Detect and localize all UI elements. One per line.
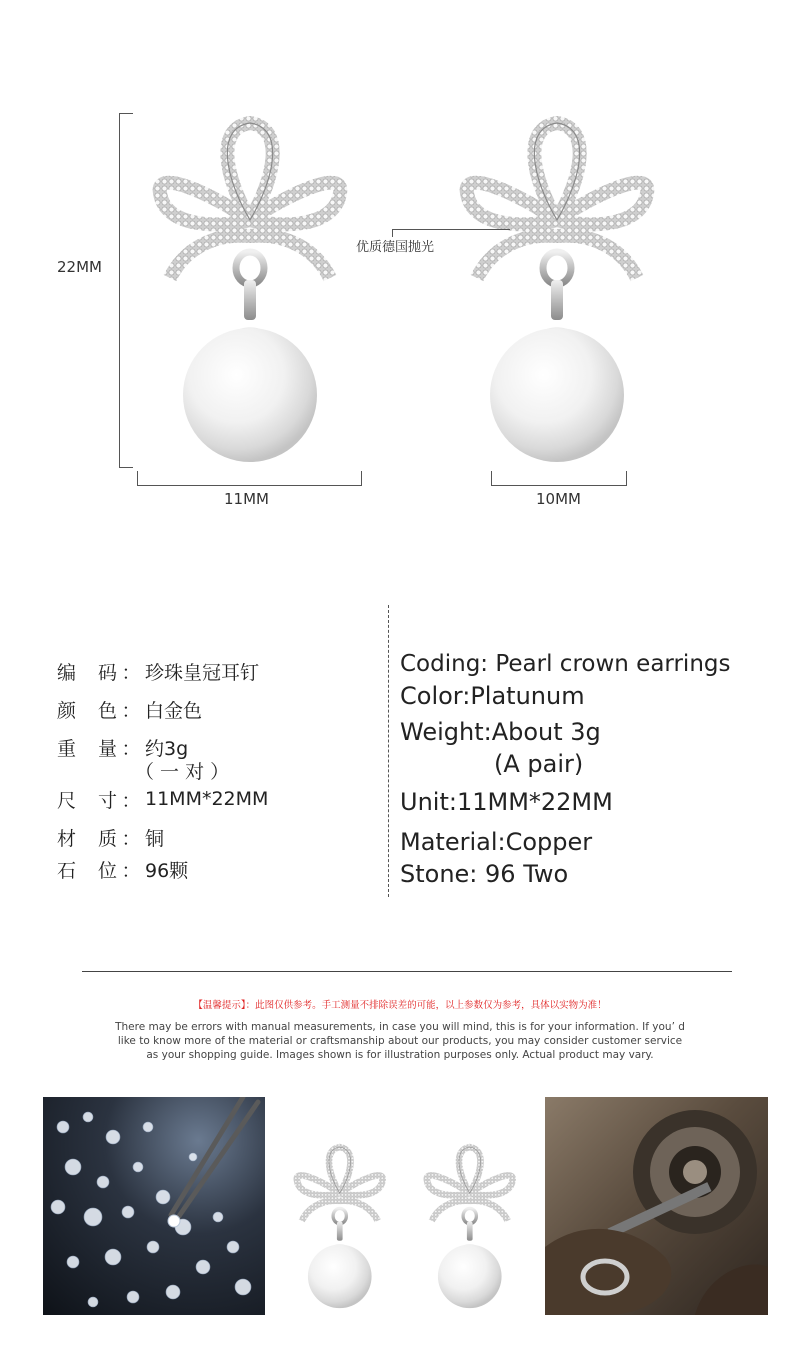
callout-leader-h (392, 229, 510, 230)
spec-sep: ： (121, 859, 141, 882)
spec-value-stone: 96颗 (145, 859, 189, 882)
notice-en-line-1: There may be errors with manual measurements, in case you will mind, this is for your information. If you’ d (115, 1021, 685, 1033)
spec-divider (388, 605, 389, 897)
earring-left-image (130, 108, 370, 468)
spec-key-size-2: 寸 (97, 789, 117, 812)
spec-value-size: 11MM*22MM (145, 788, 269, 810)
spec-key-size-1: 尺 (57, 789, 77, 812)
spec-key-material-1: 材 (57, 827, 77, 850)
spec-key-stone-2: 位 (97, 859, 117, 882)
spec-sep: ： (121, 789, 141, 812)
width-label-left: 11MM (224, 490, 269, 508)
notice-en (100, 1020, 700, 1062)
spec-key-color-2: 色 (97, 699, 117, 722)
spec-sep: ： (121, 661, 141, 684)
diamonds-tweezers-photo (43, 1097, 265, 1315)
width-dimension-right-line (491, 485, 627, 486)
spec-key-code-2: 码 (97, 661, 117, 684)
earring-right-image (437, 108, 677, 468)
spec-row-size (57, 783, 268, 815)
width-dimension-left-tick-b (361, 471, 362, 486)
spec-value-code: 珍珠皇冠耳钉 (145, 661, 260, 684)
height-dimension-top-tick (119, 113, 133, 114)
notice-en-line-2: like to know more of the material or craftsmanship about our products, you may consider customer service (117, 1035, 683, 1047)
spec-sep: ： (121, 737, 141, 760)
spec-value-material: 铜 (145, 827, 165, 850)
spec-en-weight: Weight:About 3g (400, 718, 601, 746)
spec-table-cn (57, 655, 268, 885)
spec-key-stone (57, 856, 117, 883)
height-dimension-bottom-tick (119, 467, 133, 468)
spec-en-weight-sub: (A pair) (494, 750, 584, 778)
spec-key-stone-1: 石 (57, 859, 77, 882)
spec-sep: ： (121, 827, 141, 850)
notice-cn: 【温馨提示】：此图仅供参考。手工测量不排除误差的可能，以上参数仅为参考，具体以实物为准！ (193, 1000, 607, 1011)
spec-key-material-2: 质 (97, 827, 117, 850)
width-dimension-right-tick-a (491, 471, 492, 486)
notice-en-line-3: as your shopping guide. Images shown is for illustration purposes only. Actual product may vary. (146, 1049, 654, 1061)
spec-en-stone: Stone: 96 Two (400, 860, 569, 888)
spec-key-weight-2: 量 (97, 737, 117, 760)
spec-key-size (57, 786, 117, 813)
spec-key-color (57, 696, 117, 723)
width-dimension-left-line (137, 485, 362, 486)
spec-key-material (57, 824, 117, 851)
spec-row-stone (57, 853, 268, 885)
polish-callout: 优质德国抛光 (356, 240, 435, 255)
spec-row-material (57, 821, 268, 853)
spec-sep: ： (121, 699, 141, 722)
spec-en-color: Color:Platunum (400, 682, 585, 710)
spec-en-coding: Coding: Pearl crown earrings (400, 651, 731, 677)
spec-en-material: Material:Copper (400, 828, 593, 856)
width-dimension-left-tick-a (137, 471, 138, 486)
spec-table-en (400, 648, 730, 890)
spec-key-color-1: 颜 (57, 699, 77, 722)
spec-weight-sub: （ 一 对 ） (135, 760, 230, 783)
width-dimension-right-tick-b (626, 471, 627, 486)
spec-key-code-1: 编 (57, 661, 77, 684)
craftsman-polishing-photo (545, 1097, 768, 1315)
spec-key-weight (57, 734, 117, 761)
spec-row-color (57, 693, 268, 725)
width-label-right: 10MM (536, 490, 581, 508)
product-earrings-photo (280, 1140, 530, 1320)
height-dimension-line (119, 113, 120, 468)
spec-en-unit: Unit:11MM*22MM (400, 788, 613, 816)
spec-key-code (57, 658, 117, 685)
spec-value-weight: 约3g (145, 737, 189, 760)
height-label: 22MM (57, 258, 102, 276)
section-divider (82, 971, 732, 972)
spec-value-color: 白金色 (145, 699, 203, 722)
spec-key-weight-1: 重 (57, 737, 77, 760)
spec-row-code (57, 655, 268, 687)
